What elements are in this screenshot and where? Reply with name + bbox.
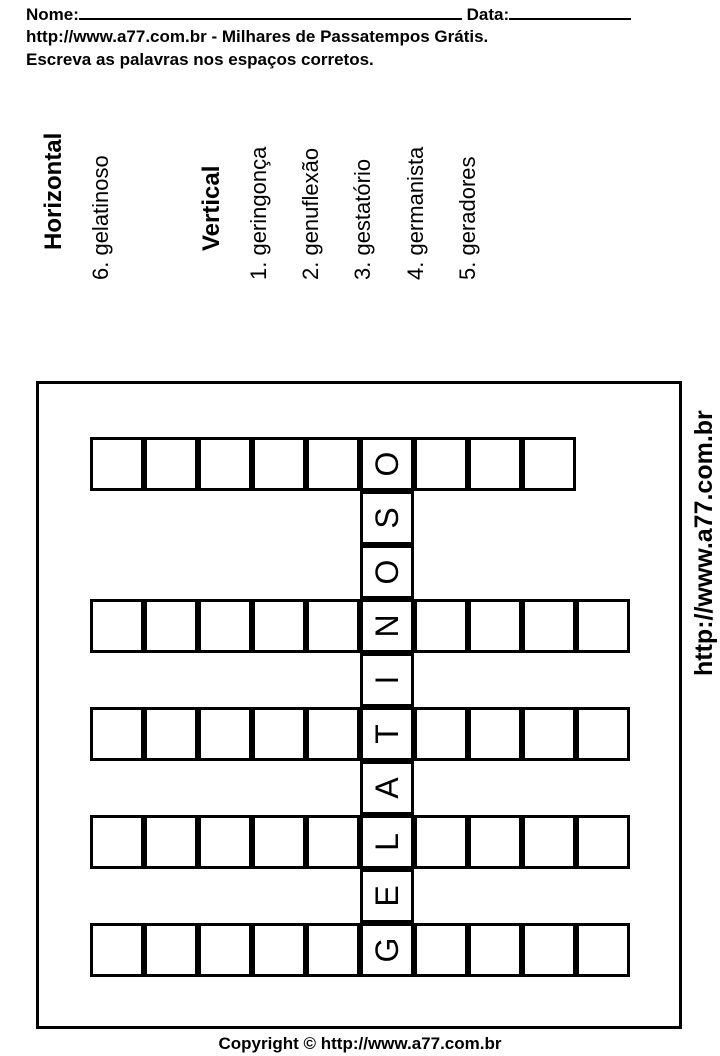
grid-cell[interactable] xyxy=(198,815,252,869)
grid-cell[interactable] xyxy=(90,437,144,491)
name-label: Nome: xyxy=(26,5,79,24)
site-line: http://www.a77.com.br - Milhares de Passatempos Grátis. xyxy=(26,27,489,46)
grid-cell[interactable] xyxy=(414,815,468,869)
grid-cell[interactable] xyxy=(90,707,144,761)
grid-cell[interactable] xyxy=(468,815,522,869)
grid-cell[interactable] xyxy=(522,707,576,761)
copyright: Copyright © http://www.a77.com.br xyxy=(218,1034,502,1053)
grid-cell[interactable] xyxy=(252,437,306,491)
grid-cell-revealed xyxy=(360,761,414,815)
horizontal-clue-6: 6. gelatinoso xyxy=(88,155,113,280)
grid-cell-revealed xyxy=(360,653,414,707)
grid-cell[interactable] xyxy=(90,923,144,977)
vertical-clue-2: 2. genuflexão xyxy=(298,147,323,280)
horizontal-title: Horizontal xyxy=(40,132,67,250)
grid-cell[interactable] xyxy=(576,923,630,977)
grid-cell[interactable] xyxy=(198,923,252,977)
grid-cell[interactable] xyxy=(576,815,630,869)
date-label: Data: xyxy=(466,5,510,24)
grid-cell[interactable] xyxy=(144,815,198,869)
grid-cell[interactable] xyxy=(144,923,198,977)
grid-letter: T xyxy=(369,724,405,744)
grid-cell-revealed xyxy=(360,437,414,491)
grid-cell[interactable] xyxy=(90,815,144,869)
grid-letter: A xyxy=(369,777,405,799)
vertical-clue-5: 5. geradores xyxy=(455,156,480,280)
grid-cell[interactable] xyxy=(252,923,306,977)
grid-cell[interactable] xyxy=(522,815,576,869)
instructions: Escreva as palavras nos espaços corretos. xyxy=(26,50,374,69)
grid-cell[interactable] xyxy=(306,599,360,653)
grid-letter: N xyxy=(369,614,405,638)
grid-letter: E xyxy=(369,885,405,907)
vertical-clue-3: 3. gestatório xyxy=(350,158,375,280)
grid-cell-revealed xyxy=(360,815,414,869)
grid-cell[interactable] xyxy=(252,707,306,761)
grid-cell-revealed xyxy=(360,707,414,761)
grid-cell[interactable] xyxy=(144,437,198,491)
grid-letter: O xyxy=(369,451,405,477)
grid-cell-revealed xyxy=(360,599,414,653)
grid-cell[interactable] xyxy=(306,707,360,761)
grid-cell[interactable] xyxy=(306,437,360,491)
grid-cell-revealed xyxy=(360,923,414,977)
grid-cell-revealed xyxy=(360,491,414,545)
name-field[interactable] xyxy=(79,4,462,20)
side-url: http://www.a77.com.br xyxy=(690,410,718,676)
vertical-clue-1: 1. geringonça xyxy=(246,146,271,280)
grid-cell[interactable] xyxy=(306,923,360,977)
grid-cell[interactable] xyxy=(468,437,522,491)
grid-cell[interactable] xyxy=(198,599,252,653)
grid-cell[interactable] xyxy=(576,707,630,761)
grid-cell[interactable] xyxy=(414,923,468,977)
grid-cell[interactable] xyxy=(468,599,522,653)
grid-cell[interactable] xyxy=(90,599,144,653)
grid-cell[interactable] xyxy=(468,707,522,761)
grid-cell[interactable] xyxy=(144,599,198,653)
vertical-clue-4: 4. germanista xyxy=(403,146,428,280)
date-field[interactable] xyxy=(509,4,631,20)
grid-cell[interactable] xyxy=(306,815,360,869)
grid-cell[interactable] xyxy=(522,599,576,653)
grid-letter: I xyxy=(369,675,405,685)
grid-cell-revealed xyxy=(360,545,414,599)
grid-cell[interactable] xyxy=(252,815,306,869)
grid-cell[interactable] xyxy=(414,707,468,761)
grid-letter: L xyxy=(369,833,405,851)
vertical-title: Vertical xyxy=(198,165,225,251)
grid-cell[interactable] xyxy=(522,923,576,977)
grid-cell[interactable] xyxy=(522,437,576,491)
grid-letter: G xyxy=(369,937,405,963)
grid-cell-revealed xyxy=(360,869,414,923)
grid-cell[interactable] xyxy=(414,599,468,653)
grid-cell[interactable] xyxy=(576,599,630,653)
grid-cell[interactable] xyxy=(252,599,306,653)
grid-cell[interactable] xyxy=(198,437,252,491)
grid-letter: O xyxy=(369,559,405,585)
name-date-line xyxy=(26,4,631,25)
grid-cell[interactable] xyxy=(144,707,198,761)
grid-cell[interactable] xyxy=(414,437,468,491)
grid-cell[interactable] xyxy=(468,923,522,977)
grid-letter: S xyxy=(369,507,405,529)
grid-cell[interactable] xyxy=(198,707,252,761)
